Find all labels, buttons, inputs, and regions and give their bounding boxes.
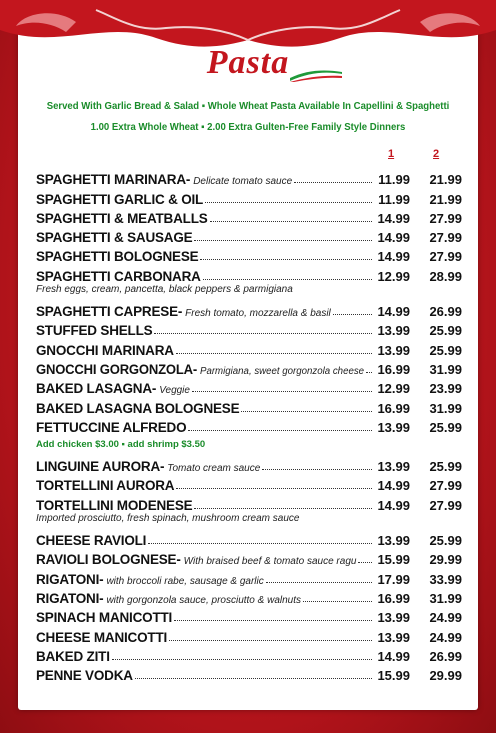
- price-size-2: 31.99: [429, 361, 462, 377]
- price-size-1: 15.99: [377, 552, 410, 568]
- menu-item: [36, 645, 462, 664]
- menu-item-name: CHEESE RAVIOLI: [36, 533, 147, 549]
- price-size-1: 16.99: [377, 400, 410, 416]
- price-size-1: 12.99: [377, 268, 410, 284]
- column-header-1: 1: [388, 148, 395, 160]
- price-size-2: 25.99: [429, 533, 462, 549]
- menu-item-name: PENNE VODKA: [36, 668, 133, 684]
- title-wrap: [0, 44, 496, 82]
- menu-item-name: GNOCCHI MARINARA: [36, 342, 174, 358]
- menu-item: [36, 300, 462, 319]
- menu-item-name: SPAGHETTI MARINARA-: [36, 172, 191, 188]
- price-size-1: 14.99: [377, 497, 410, 513]
- price-size-2: 21.99: [429, 191, 462, 207]
- dot-leader: [366, 372, 372, 373]
- menu-item-description: Fresh tomato, mozzarella & basil: [185, 308, 331, 320]
- dot-leader: [194, 240, 372, 241]
- price-size-1: 15.99: [377, 668, 410, 684]
- price-size-2: 27.99: [429, 210, 462, 226]
- price-size-1: 12.99: [377, 381, 410, 397]
- menu-item: [36, 529, 462, 548]
- price-size-2: 25.99: [429, 459, 462, 475]
- menu-item-name: RIGATONI-: [36, 590, 104, 606]
- menu-item: [36, 358, 462, 377]
- price-size-1: 14.99: [377, 304, 410, 320]
- menu-item-description: Tomato cream sauce: [167, 463, 261, 475]
- dot-leader: [194, 508, 372, 509]
- dot-leader: [266, 582, 372, 583]
- menu-item: [36, 187, 462, 206]
- menu-item-description: Delicate tomato sauce: [193, 176, 293, 188]
- dot-leader: [192, 391, 372, 392]
- menu-item-description: with gorgonzola sauce, prosciutto & walnuts: [106, 594, 302, 606]
- dot-leader: [154, 333, 372, 334]
- menu-item-note: Fresh eggs, cream, pancetta, black peppers & parmigiana: [36, 283, 293, 295]
- menu-item-name: SPAGHETTI BOLOGNESE: [36, 249, 199, 265]
- dot-leader: [200, 259, 372, 260]
- page-title: Pasta: [206, 44, 290, 81]
- dot-leader: [174, 620, 372, 621]
- menu-item: [36, 416, 462, 435]
- price-size-2: 29.99: [429, 552, 462, 568]
- menu-item-description: with broccoli rabe, sausage & garlic: [106, 575, 264, 587]
- price-size-2: 24.99: [429, 610, 462, 626]
- menu-item: [36, 207, 462, 226]
- price-size-1: 13.99: [377, 419, 410, 435]
- menu-item: [36, 493, 462, 512]
- menu-item: [36, 606, 462, 625]
- price-size-1: 13.99: [377, 629, 410, 645]
- dot-leader: [303, 601, 372, 602]
- menu-item-name: BAKED LASAGNA-: [36, 381, 157, 397]
- price-size-1: 11.99: [378, 191, 410, 207]
- dot-leader: [135, 678, 372, 679]
- dot-leader: [188, 430, 372, 431]
- menu-item-note: Imported prosciutto, fresh spinach, mushroom cream sauce: [36, 512, 300, 524]
- menu-item: [36, 396, 462, 415]
- subtitle-line-1: Served With Garlic Bread & Salad ▪ Whole Wheat Pasta Available In Capellini & Spaghetti: [46, 101, 450, 112]
- menu-item-name: SPAGHETTI & MEATBALLS: [36, 210, 208, 226]
- price-size-2: 31.99: [429, 590, 462, 606]
- price-size-2: 26.99: [429, 648, 462, 664]
- menu-item-name: RIGATONI-: [36, 571, 104, 587]
- price-size-2: 28.99: [429, 268, 462, 284]
- menu-item: [36, 567, 462, 586]
- dot-leader: [210, 221, 372, 222]
- price-size-1: 14.99: [377, 249, 410, 265]
- menu-item: [36, 664, 462, 683]
- dot-leader: [358, 562, 372, 563]
- price-size-2: 33.99: [429, 571, 462, 587]
- dot-leader: [262, 469, 372, 470]
- price-size-2: 31.99: [429, 400, 462, 416]
- dot-leader: [203, 279, 372, 280]
- menu-list: [36, 168, 462, 683]
- menu-item: [36, 226, 462, 245]
- price-size-1: 16.99: [377, 361, 411, 377]
- menu-item: [36, 168, 462, 187]
- price-size-1: 14.99: [377, 648, 410, 664]
- menu-item-name: SPAGHETTI CAPRESE-: [36, 304, 183, 320]
- price-size-1: 14.99: [377, 210, 410, 226]
- addon-note: Add chicken $3.00 ▪ add shrimp $3.50: [36, 439, 206, 451]
- menu-item-description: Veggie: [159, 385, 190, 397]
- menu-item: [36, 264, 462, 283]
- dot-leader: [333, 314, 372, 315]
- column-header-2: 2: [433, 148, 440, 160]
- price-size-2: 23.99: [429, 381, 462, 397]
- dot-leader: [294, 182, 372, 183]
- price-size-2: 27.99: [429, 230, 462, 246]
- price-size-1: 13.99: [377, 323, 410, 339]
- price-size-1: 13.99: [377, 533, 410, 549]
- subtitle-line-2: 1.00 Extra Whole Wheat ▪ 2.00 Extra Gulten-Free Family Style Dinners: [90, 122, 406, 133]
- menu-item: [36, 625, 462, 644]
- price-size-2: 27.99: [429, 249, 462, 265]
- menu-item-name: BAKED ZITI: [36, 648, 110, 664]
- dot-leader: [112, 659, 372, 660]
- italian-flag-swoosh-icon: [290, 68, 342, 82]
- menu-item: [36, 455, 462, 474]
- price-size-1: 14.99: [377, 478, 410, 494]
- menu-item-name: GNOCCHI GORGONZOLA-: [36, 361, 198, 377]
- dot-leader: [176, 353, 372, 354]
- dot-leader: [176, 488, 372, 489]
- menu-item-name: RAVIOLI BOLOGNESE-: [36, 552, 181, 568]
- menu-item: [36, 587, 462, 606]
- price-size-2: 25.99: [429, 323, 462, 339]
- menu-item: [36, 319, 462, 338]
- price-size-2: 26.99: [429, 304, 462, 320]
- menu-item: [36, 548, 462, 567]
- menu-item: [36, 474, 462, 493]
- price-size-1: 13.99: [377, 342, 410, 358]
- menu-item: [36, 245, 462, 264]
- menu-item-name: SPAGHETTI GARLIC & OIL: [36, 191, 204, 207]
- menu-item-name: SPINACH MANICOTTI: [36, 610, 173, 626]
- menu-item-name: CHEESE MANICOTTI: [36, 629, 168, 645]
- price-size-1: 14.99: [377, 230, 410, 246]
- price-size-1: 13.99: [377, 610, 410, 626]
- dot-leader: [169, 640, 372, 641]
- menu-item: [36, 338, 462, 357]
- price-size-2: 25.99: [429, 342, 462, 358]
- menu-item-name: SPAGHETTI & SAUSAGE: [36, 230, 193, 246]
- menu-item-name: STUFFED SHELLS: [36, 323, 153, 339]
- dot-leader: [241, 411, 372, 412]
- menu-item-name: TORTELLINI MODENESE: [36, 497, 193, 513]
- menu-item: [36, 377, 462, 396]
- price-size-2: 29.99: [429, 668, 462, 684]
- menu-item-description: Parmigiana, sweet gorgonzola cheese: [200, 365, 365, 377]
- menu-item-name: TORTELLINI AURORA: [36, 478, 175, 494]
- dot-leader: [205, 202, 372, 203]
- menu-item-name: SPAGHETTI CARBONARA: [36, 268, 201, 284]
- menu-item-name: BAKED LASAGNA BOLOGNESE: [36, 400, 240, 416]
- price-size-1: 16.99: [377, 590, 410, 606]
- menu-item-name: LINGUINE AURORA-: [36, 459, 165, 475]
- price-size-1: 11.99: [378, 172, 410, 188]
- price-size-2: 27.99: [429, 497, 462, 513]
- price-size-2: 25.99: [429, 419, 462, 435]
- menu-item-name: FETTUCCINE ALFREDO: [36, 419, 187, 435]
- price-size-2: 24.99: [429, 629, 462, 645]
- price-size-2: 27.99: [429, 478, 462, 494]
- dot-leader: [148, 543, 372, 544]
- menu-item-description: With braised beef & tomato sauce ragu: [183, 556, 357, 568]
- price-size-1: 13.99: [377, 459, 410, 475]
- price-size-2: 21.99: [429, 172, 462, 188]
- price-size-1: 17.99: [377, 571, 410, 587]
